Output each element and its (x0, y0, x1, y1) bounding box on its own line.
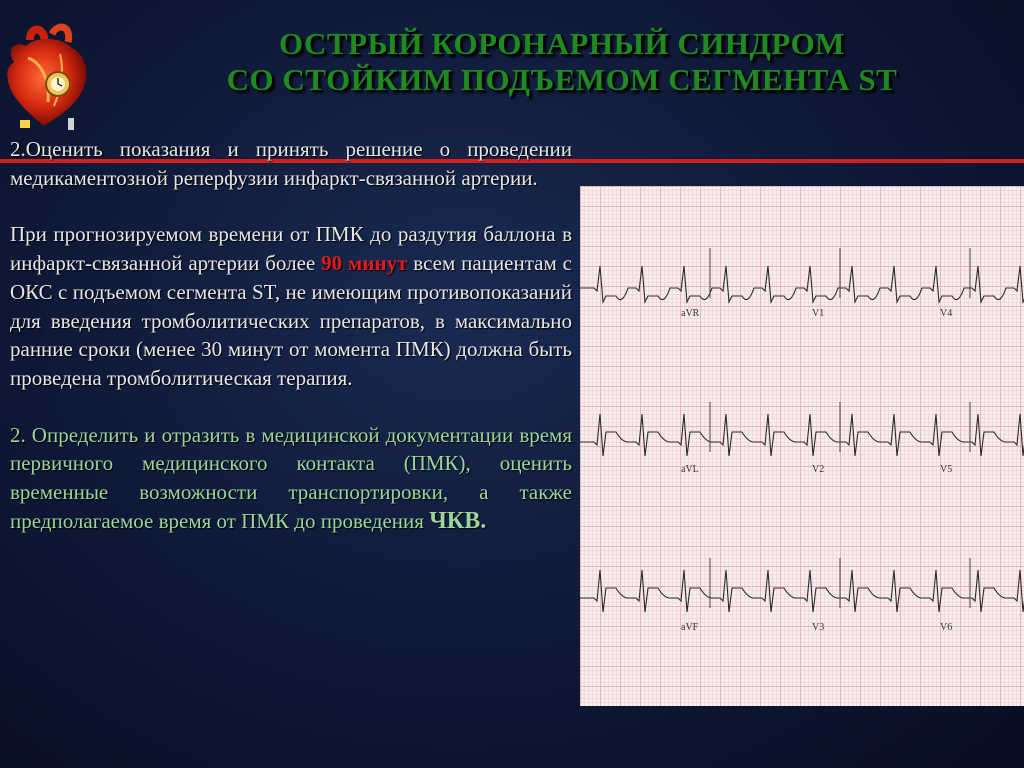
paragraph-thrombolysis-end: всем пациентам с ОКС с подъемом сегмента ST, не имеющим противопоказаний для введения тромболитических препаратов, в максимально ранние сроки (менее 30 минут от момента ПМК) должна быть проведена тромболитическая терапия. (10, 251, 572, 390)
lead-label-v3: V3 (812, 622, 825, 633)
lead-label-avl: aVL (681, 464, 699, 475)
pci-label: ЧКВ. (429, 507, 487, 534)
lead-label-v2: V2 (812, 464, 825, 475)
heart-illustration (0, 22, 100, 134)
ecg-traces (580, 186, 1024, 706)
paragraph-reperfusion: 2.Оценить показания и принять решение о проведении медикаментозной реперфузии инфаркт-связанной артерии. (10, 137, 572, 190)
lead-label-v1: V1 (812, 308, 825, 319)
lead-label-avr: aVR (681, 308, 700, 319)
lead-label-v6: V6 (940, 622, 953, 633)
lead-label-v5: V5 (940, 464, 953, 475)
ecg-trace-row-3 (580, 570, 1024, 612)
ecg-trace-row-1 (580, 266, 1024, 302)
paragraph-thrombolysis-start: При прогнозируемом времени от ПМК до раздутия баллона в инфаркт-связанной артерии более (10, 222, 572, 276)
paragraph-documentation (10, 421, 572, 536)
time-highlight: 90 минут (321, 251, 408, 276)
slide-title-line1: ОСТРЫЙ КОРОНАРНЫЙ СИНДРОМ (279, 26, 845, 61)
ecg-trace-row-2 (580, 414, 1024, 456)
paragraph-documentation-text: 2. Определить и отразить в медицинской документации время первичного медицинского контакта (ПМК), оценить временные возможности транспортировки, а также предполагаемое время от ПМК до проведения (10, 422, 572, 533)
slide-body (10, 135, 572, 535)
slide-title-line2: СО СТОЙКИМ ПОДЪЕМОМ СЕГМЕНТА ST (226, 62, 898, 97)
lead-label-avf: aVF (681, 622, 699, 633)
lead-label-v4: V4 (940, 308, 953, 319)
paragraph-thrombolysis (10, 220, 572, 392)
ecg-image (580, 186, 1024, 706)
